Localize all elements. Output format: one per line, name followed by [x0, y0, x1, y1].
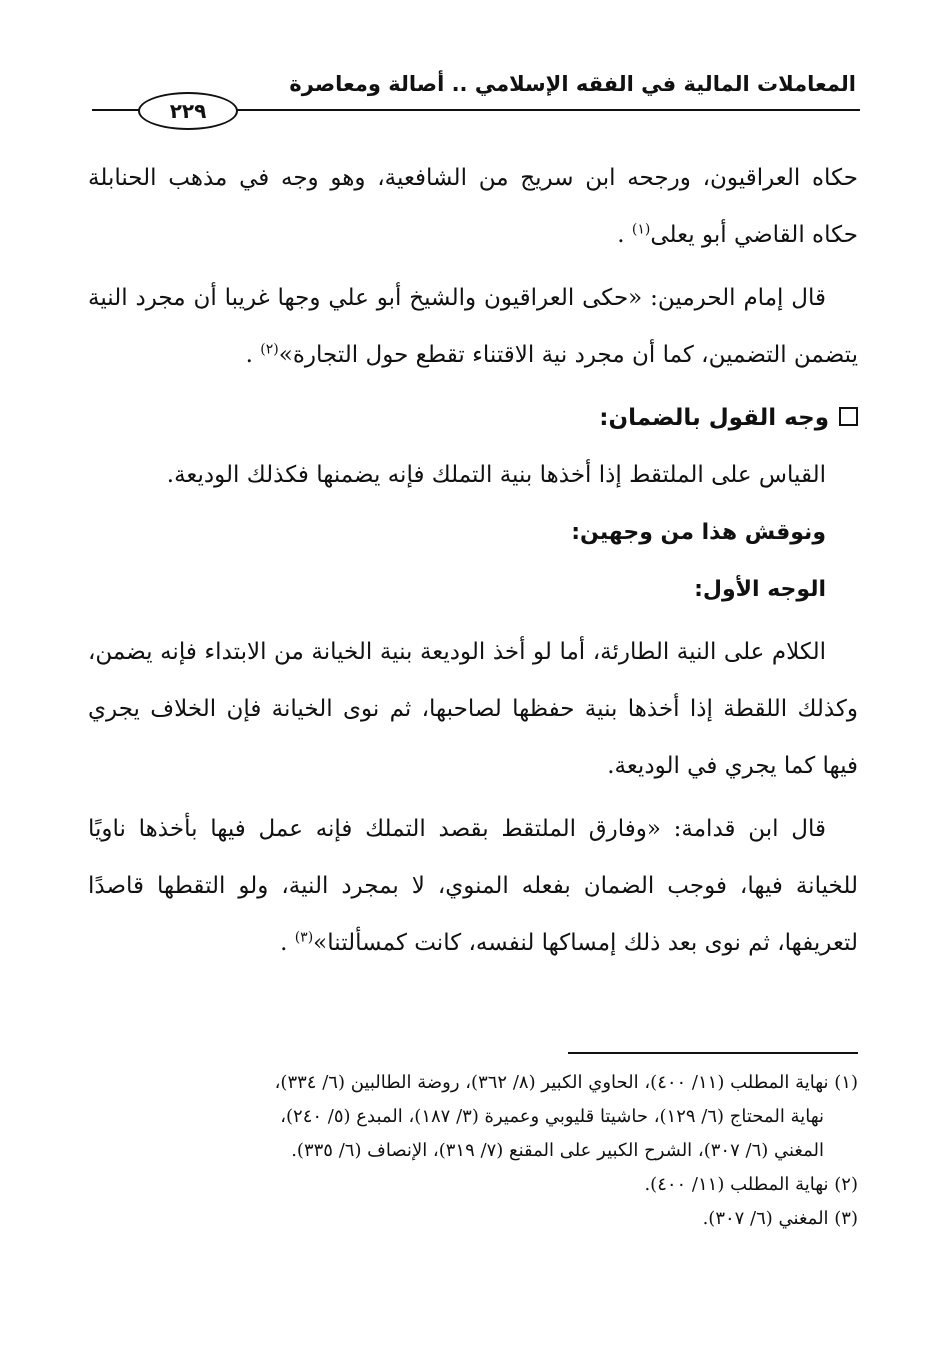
paragraph-2-end: . [245, 342, 253, 368]
footnotes [88, 1066, 858, 1236]
paragraph-3: القياس على الملتقط إذا أخذها بنية التملك فإنه يضمنها فكذلك الوديعة. [166, 462, 826, 488]
subheading-first-aspect: الوجه الأول: [694, 577, 826, 602]
paragraph-5 [88, 801, 858, 972]
section-heading [88, 390, 858, 447]
paragraph-1-end: . [617, 222, 625, 248]
paragraph-4: الكلام على النية الطارئة، أما لو أخذ الوديعة بنية الخيانة من الابتداء فإنه يضمن، وكذلك اللقطة إذا أخذها بنية حفظها لصاحبها، ثم نوى الخيانة فإن الخلاف يجري فيها كما يجري في الوديعة. [88, 639, 858, 779]
running-header-title: المعاملات المالية في الفقه الإسلامي .. أصالة ومعاصرة [289, 72, 856, 96]
footnote-3: (٣) المغني (٦/ ٣٠٧). [702, 1208, 858, 1229]
footnote-ref-3: (٣) [294, 929, 314, 946]
paragraph-5-text: قال ابن قدامة: «وفارق الملتقط بقصد التملك فإنه عمل فيها بأخذها ناويًا للخيانة فيها، فوجب الضمان بفعله المنوي، لا بمجرد النية، ولو التقطها قاصدًا لتعريفها، ثم نوى بعد ذلك إمساكها لنفسه، كانت كمسألتنا» [88, 816, 858, 956]
section-heading-text: وجه القول بالضمان: [599, 405, 829, 431]
paragraph-2-text: قال إمام الحرمين: «حكى العراقيون والشيخ أبو علي وجها غريبا أن مجرد النية يتضمن التضمين، كما أن مجرد نية الاقتناء تقطع حول التجارة» [88, 285, 858, 368]
footnote-1-line-3: المغني (٦/ ٣٠٧)، الشرح الكبير على المقنع (٧/ ٣١٩)، الإنصاف (٦/ ٣٣٥). [291, 1140, 824, 1161]
footnote-ref-2: (٢) [260, 341, 279, 358]
paragraph-1-text: حكاه العراقيون، ورجحه ابن سريج من الشافعية، وهو وجه في مذهب الحنابلة حكاه القاضي أبو يعلى [88, 165, 858, 248]
page-number-badge: ٢٢٩ [138, 92, 238, 130]
footnote-1-line-1: (١) نهاية المطلب (١١/ ٤٠٠)، الحاوي الكبير (٨/ ٣٦٢)، روضة الطالبين (٦/ ٣٣٤)، [274, 1072, 858, 1093]
checkbox-square-icon [839, 407, 858, 426]
footnote-1-line-2: نهاية المحتاج (٦/ ١٢٩)، حاشيتا قليوبي وعميرة (٣/ ١٨٧)، المبدع (٥/ ٢٤٠)، [280, 1106, 824, 1127]
paragraph-5-end: . [280, 930, 288, 956]
footnote-ref-1: (١) [631, 221, 651, 238]
main-text [88, 150, 858, 972]
paragraph-2 [88, 270, 858, 384]
footnote-2: (٢) نهاية المطلب (١١/ ٤٠٠). [644, 1174, 858, 1195]
subheading-two-aspects: ونوقش هذا من وجهين: [571, 520, 826, 545]
footnote-separator [568, 1052, 858, 1054]
paragraph-1 [88, 150, 858, 264]
